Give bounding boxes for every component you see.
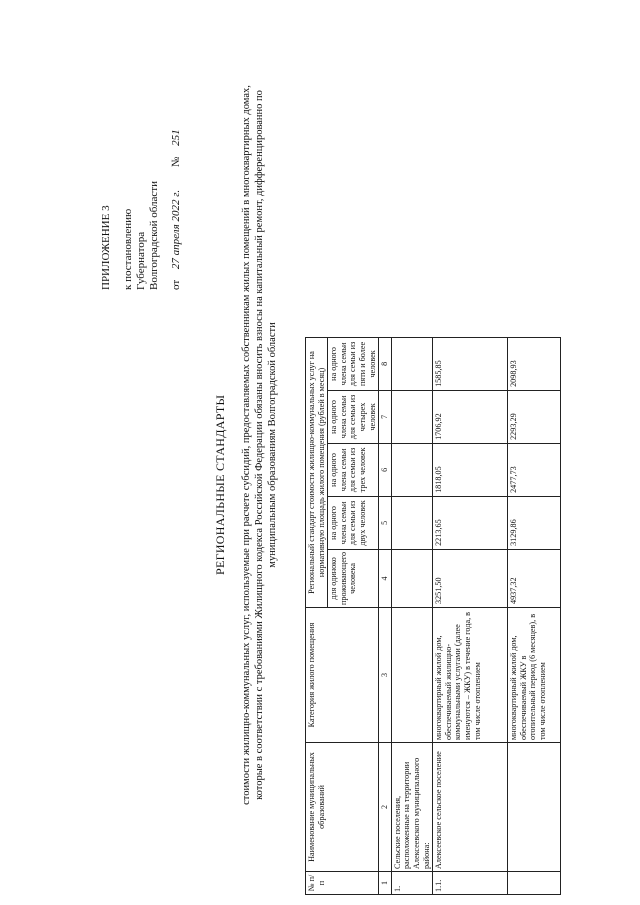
appendix-line-2: Губернатора — [135, 231, 147, 290]
col-number: 6 — [379, 443, 392, 496]
row-value: 4937,32 — [508, 549, 561, 607]
col-header-single: для одиноко проживающего человека — [328, 549, 379, 607]
row-number — [508, 872, 561, 895]
appendix-line-3: Волгоградской области — [148, 181, 160, 290]
col-number: 7 — [379, 390, 392, 443]
col-header-four: на одного члена семьи для семьи из четырех человек — [328, 390, 379, 443]
col-number: 5 — [379, 496, 392, 549]
date-value: 27 апреля 2022 г. — [170, 189, 182, 270]
col-number: 1 — [379, 872, 392, 895]
number-sign: № — [170, 156, 182, 168]
row-value: 2477,73 — [508, 443, 561, 496]
col-header-two: на одного члена семьи для семьи из двух человек — [328, 496, 379, 549]
table-row — [508, 337, 561, 894]
table-row — [433, 337, 508, 894]
document-title: РЕГИОНАЛЬНЫЕ СТАНДАРТЫ — [213, 394, 227, 575]
col-header-standard: Региональный стандарт стоимости жилищно-коммунальных услуг на нормативную площадь жилого помещения (рублей в месяц) — [306, 337, 328, 607]
row-category: многоквартирный жилой дом, обеспечиваемый ЖКУ в отопительный период (6 месяцев), в том числе отоплением — [508, 608, 561, 743]
row-value: 1818,05 — [433, 443, 508, 496]
col-number: 2 — [379, 743, 392, 872]
standards-table — [305, 337, 561, 895]
row-value: 2293,29 — [508, 390, 561, 443]
row-category — [391, 608, 432, 743]
row-value: 2098,93 — [508, 337, 561, 390]
col-header-five: на одного члена семьи для семьи из пяти и более человек — [328, 337, 379, 390]
document-description: стоимости жилищно-коммунальных услуг, используемые при расчете субсидий, предоставляемых собственникам жилых помещений в многоквартирных домах, которые в соответствии с требованиями Жилищного кодекса Российской Федерации обязаны вносить взносы на капитальный ремонт, дифференцированно по муниципальным образованиям Волгоградской области — [241, 85, 278, 805]
row-value: 1585,85 — [433, 337, 508, 390]
col-number: 3 — [379, 608, 392, 743]
date-prefix: от — [170, 279, 182, 290]
row-name: Алексеевское сельское поселение — [433, 743, 508, 872]
row-value: 1706,92 — [433, 390, 508, 443]
row-value: 3251,50 — [433, 549, 508, 607]
col-header-category: Категория жилого помещения — [306, 608, 379, 743]
row-value: 2213,65 — [433, 496, 508, 549]
appendix-line-1: к постановлению — [122, 208, 134, 290]
col-header-three: на одного члена семьи для семьи из трех человек — [328, 443, 379, 496]
col-number: 8 — [379, 337, 392, 390]
row-name: Сельские поселения, расположенные на территории Алексеевского муниципального района: — [391, 743, 432, 872]
appendix-number: ПРИЛОЖЕНИЕ 3 — [100, 205, 112, 290]
table-row — [391, 337, 432, 894]
appendix-date — [170, 129, 183, 290]
col-number: 4 — [379, 549, 392, 607]
row-number: 1. — [391, 872, 432, 895]
row-name — [508, 743, 561, 872]
row-value: 3129,86 — [508, 496, 561, 549]
row-category: многоквартирный жилой дом, обеспечиваемый жилищно-коммунальными услугами (далее именуются – ЖКУ) в течение года, в том числе отоплением — [433, 608, 508, 743]
row-number: 1.1. — [433, 872, 508, 895]
col-header-name: Наименование муниципальных образований — [306, 743, 379, 872]
col-header-num: № п/п — [306, 872, 379, 895]
number-value: 251 — [170, 129, 182, 146]
